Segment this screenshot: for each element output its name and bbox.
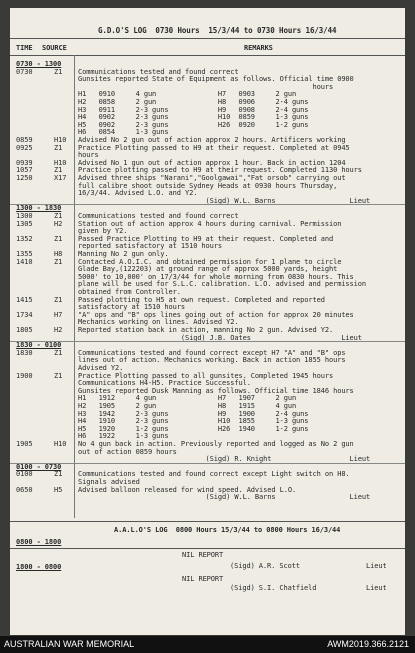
archive-footer: [0, 636, 415, 653]
aalo-title: A.A.L.O'S LOG 0800 Hours 15/3/44 to 0800 Hours 16/3/44: [114, 526, 341, 534]
entry-remark: Communications tested and found correct: [78, 67, 239, 76]
entry-remark: Advised Y2.: [78, 364, 124, 372]
entry-time: 1830: [16, 348, 33, 357]
entry-remark: 16/3/44. Advised L.O. and Y2.: [78, 189, 198, 198]
entry-time: 1250: [16, 174, 33, 182]
entry-remark: No 4 gun back in action. Previously reported and logged as No 2 gun: [78, 440, 354, 448]
entry-remark: Passed Practice Plotting to H9 at their request. Completed and: [78, 234, 334, 243]
entry-source: H10: [54, 136, 67, 144]
entry-remark: Advised balloon released for wind speed. Advised L.O.: [78, 485, 297, 494]
entry-remark: hours: [78, 82, 334, 91]
aalo-rule-1: [10, 548, 405, 549]
entry-remark: satisfactory at 1510 hours: [78, 303, 185, 312]
entry-time: 0925: [16, 143, 33, 152]
section-period: 0100 - 0730: [16, 462, 62, 471]
entry-remark: H3 1942 2-3 guns H9 1900 2-4 guns: [78, 409, 309, 418]
entry-remark: full calibre shoot outside Sydney Heads at 0930 hours Thursday,: [78, 181, 338, 190]
entry-remark: (Sigd) W.L. Barns Lieut: [78, 493, 371, 502]
entry-remark: Mechanics working on lines. Advised Y2.: [78, 318, 239, 327]
entry-time: 0939: [16, 158, 33, 167]
entry-remark: H2 1905 2 gun H8 1915 4 gun: [78, 402, 297, 410]
entry-remark: Signals advised: [78, 478, 140, 486]
entry-time: 1410: [16, 257, 33, 266]
entry-time: 1905: [16, 440, 33, 448]
entry-time: 0650: [16, 485, 33, 494]
footer-institution: AUSTRALIAN WAR MEMORIAL: [4, 639, 135, 649]
entry-remark: 5000' to 10,000' on 17/3/44 for whole morning from 0830 hours. This: [78, 272, 354, 281]
section-rule: [10, 204, 405, 205]
entry-source: H8: [54, 250, 63, 258]
aalo-period-2: 1800 - 0800: [16, 563, 62, 571]
section-period: 1300 - 1830: [16, 204, 62, 213]
aalo-period-1: 0800 - 1800: [16, 538, 62, 546]
entry-remark: Practice Plotting passed to H9 at their request. Completed at 0945: [78, 143, 350, 152]
aalo-signature-1: (Sigd) A.R. Scott: [230, 562, 300, 570]
entry-remark: Communications tested and found correct except H7 "A" and "B" ops: [78, 348, 346, 357]
entry-remark: H6 0854 1-3 guns: [78, 128, 169, 137]
entry-remark: plane will be used for S.L.C. calibration. L.O. advised and permission: [78, 280, 367, 289]
column-header-time: TIME: [16, 44, 33, 52]
entry-remark: hours: [78, 151, 99, 160]
entry-source: H2: [54, 219, 63, 228]
column-divider: [74, 55, 75, 518]
entry-time: 0859: [16, 136, 33, 144]
entry-remark: Communications tested and found correct except Light switch on H8.: [78, 470, 350, 479]
entry-remark: (Sigd) J.B. Oates Lieut: [78, 333, 362, 342]
entry-source: H5: [54, 485, 63, 494]
entry-source: X17: [54, 174, 67, 182]
entry-source: Z1: [54, 67, 63, 76]
footer-reference: AWM2019.366.2121: [327, 639, 409, 649]
entry-remark: H4 1910 2-3 guns H10 1855 1-3 guns: [78, 417, 309, 426]
entry-remark: (Sigd) R. Knight Lieut: [78, 455, 371, 464]
entry-remark: H5 1920 1-2 guns H26 1940 1-2 guns: [78, 424, 309, 433]
entry-time: 0100: [16, 470, 33, 479]
entry-remark: obtained from Controller.: [78, 288, 181, 296]
entry-remark: Communications H4-H5. Practice Successful.: [78, 379, 251, 388]
entry-source: H2: [54, 326, 63, 334]
title-rule: [10, 38, 405, 39]
aalo-nil-report-2: NIL REPORT: [182, 575, 224, 583]
column-header-source: SOURCE: [42, 44, 67, 52]
aalo-top-rule: [10, 521, 405, 522]
entry-remark: (Sigd) W.L. Barns Lieut: [78, 196, 371, 205]
entry-remark: H2 0858 2 gun H8 0906 2-4 guns: [78, 98, 309, 106]
entry-remark: Glade Bay,(122203) at ground range of approx 5000 yards, height: [78, 265, 338, 274]
entry-remark: given by Y2.: [78, 227, 128, 236]
entry-time: 1305: [16, 219, 33, 228]
entry-remark: Gunsites reported Dusk Manning as follows. Official time 1846 hours: [78, 386, 354, 395]
entry-remark: "A" ops and "B" ops lines going out of action for approx 20 minutes: [78, 310, 354, 319]
entry-source: Z1: [54, 371, 63, 380]
section-rule: [10, 463, 405, 464]
entry-source: Z1: [54, 143, 63, 152]
log-title: G.D.O'S LOG 0730 Hours 15/3/44 to 0730 Hours 16/3/44: [98, 26, 337, 35]
section-period: 1830 - 0100: [16, 341, 62, 350]
entry-source: Z1: [54, 166, 63, 175]
header-rule: [10, 55, 405, 56]
aalo-rank-2: Lieut: [366, 584, 387, 592]
entry-time: 1734: [16, 310, 33, 319]
entry-remark: Passed plotting to H5 at own request. Completed and reported: [78, 295, 325, 304]
entry-remark: H4 0902 2-3 guns H10 0859 1-3 guns: [78, 113, 309, 122]
entry-source: Z1: [54, 295, 63, 304]
entry-remark: Advised three ships "Narani","Goolgawai","Fat orsob" carrying out: [78, 174, 346, 182]
entry-remark: H1 0910 4 gun H7 0903 2 gun: [78, 90, 297, 99]
entry-remark: Reported station back in action, manning No 2 gun. Advised Y2.: [78, 326, 334, 334]
entry-time: 1355: [16, 250, 33, 258]
entry-remark: Contacted A.O.I.C. and obtained permission for 1 plane to circle: [78, 257, 342, 266]
entry-time: 0730: [16, 67, 33, 76]
entry-remark: reported satisfactory at 1510 hours: [78, 242, 223, 251]
entry-source: H10: [54, 440, 67, 448]
entry-time: 1300: [16, 212, 33, 220]
entry-source: H10: [54, 158, 67, 167]
entry-remark: H3 0911 2-3 guns H9 0908 2-4 guns: [78, 105, 309, 114]
aalo-rank-1: Lieut: [366, 562, 387, 570]
section-rule: [10, 341, 405, 342]
entry-remark: Station out of action approx 4 hours during carnival. Permission: [78, 219, 342, 228]
section-period: 0730 - 1300: [16, 60, 62, 68]
entry-source: Z1: [54, 348, 63, 357]
entry-source: Z1: [54, 470, 63, 479]
entry-remark: H1 1912 4 gun H7 1907 2 gun: [78, 394, 297, 403]
entry-remark: Advised No 1 gun out of action approx 1 hour. Back in action 1204: [78, 158, 346, 167]
entry-remark: Practice Plotting passed to all gunsites. Completed 1945 hours: [78, 371, 334, 380]
column-header-remarks: REMARKS: [244, 44, 273, 52]
entry-remark: out of action 0859 hours: [78, 447, 177, 456]
entry-remark: Advised No 2 gun out of action approx 2 hours. Artificers working: [78, 136, 346, 144]
entry-source: H7: [54, 310, 63, 319]
entry-time: 1352: [16, 234, 33, 243]
aalo-nil-report-1: NIL REPORT: [182, 551, 224, 559]
entry-source: Z1: [54, 234, 63, 243]
entry-time: 1415: [16, 295, 33, 304]
entry-source: Z1: [54, 257, 63, 266]
entry-remark: Communications tested and found correct: [78, 212, 239, 220]
entry-remark: Gunsites reported State of Equipment as follows. Official time 0900: [78, 75, 354, 84]
entry-remark: H5 0902 2-3 guns H26 0920 1-2 guns: [78, 120, 309, 129]
entry-remark: H6 1922 1-3 guns: [78, 432, 169, 441]
entry-time: 1805: [16, 326, 33, 334]
entry-time: 1057: [16, 166, 33, 175]
log-page: [10, 8, 405, 635]
entry-remark: lines out of action. Mechanics working. Back in action 1855 hours: [78, 356, 346, 365]
aalo-signature-2: (Sigd) S.I. Chatfield: [230, 584, 317, 592]
entry-time: 1900: [16, 371, 33, 380]
entry-remark: Practice plotting passed to H9 at their request. Completed 1130 hours: [78, 166, 362, 175]
entry-remark: Manning No 2 gun only.: [78, 250, 169, 258]
entry-source: Z1: [54, 212, 63, 220]
